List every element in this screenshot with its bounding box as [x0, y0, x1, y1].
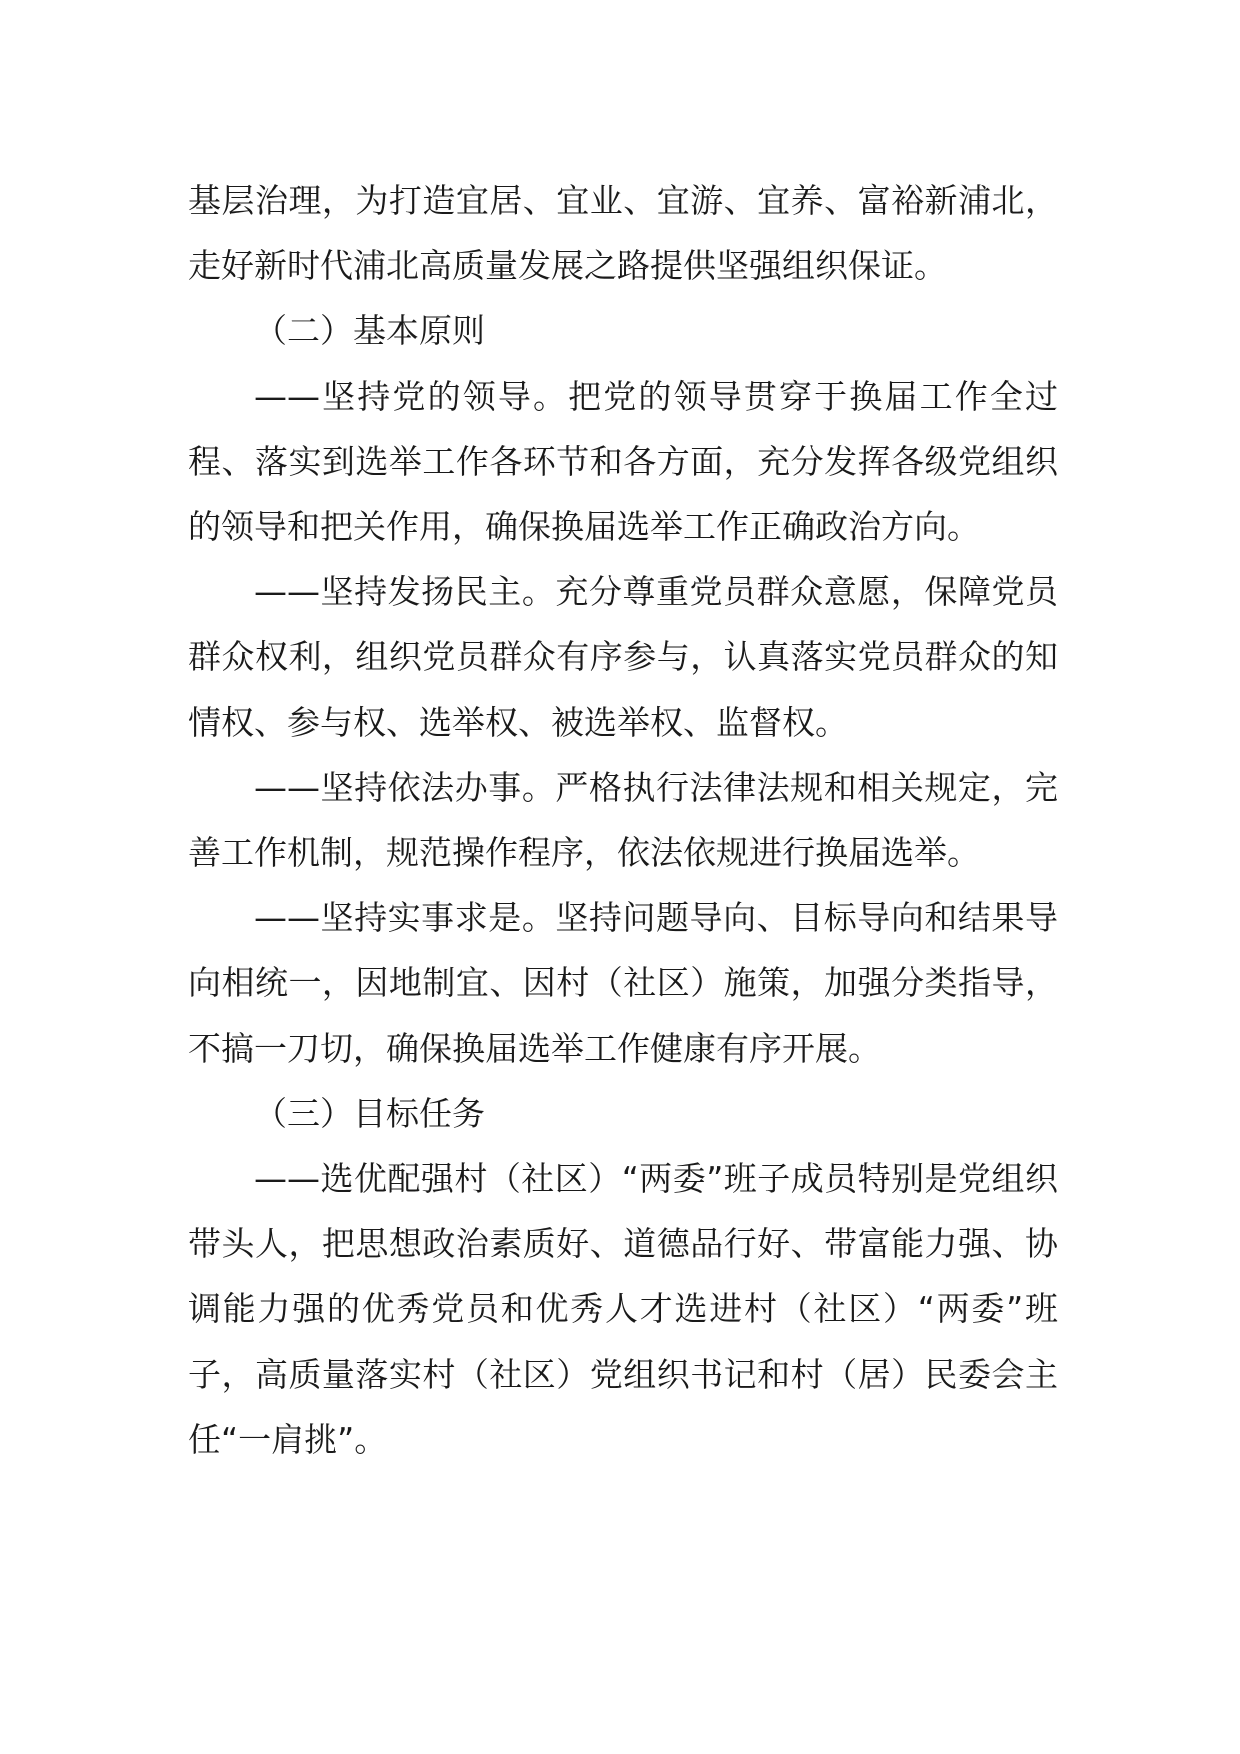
paragraph-promote-democracy: ——坚持发扬民主。充分尊重党员群众意愿，保障党员群众权利，组织党员群众有序参与，认真落实党员群众的知情权、参与权、选举权、被选举权、监督权。: [188, 572, 1058, 742]
paragraph-party-leadership: ——坚持党的领导。把党的领导贯穿于换届工作全过程、落实到选举工作各环节和各方面，充分发挥各级党组织的领导和把关作用，确保换届选举工作正确政治方向。: [188, 376, 1058, 547]
section-heading-basic-principles: （二）基本原则: [254, 311, 485, 351]
document-body: [188, 168, 1058, 1472]
paragraph-rule-of-law: ——坚持依法办事。严格执行法律法规和相关规定，完善工作机制，规范操作程序，依法依规进行换届选举。: [188, 767, 1058, 873]
paragraph-seek-truth: ——坚持实事求是。坚持问题导向、目标导向和结果导向相统一，因地制宜、因村（社区）施策，加强分类指导，不搞一刀切，确保换届选举工作健康有序开展。: [188, 898, 1058, 1068]
section-heading-goals-tasks: （三）目标任务: [254, 1093, 485, 1133]
paragraph-continuation: 基层治理，为打造宜居、宜业、宜游、宜养、富裕新浦北，走好新时代浦北高质量发展之路提供坚强组织保证。: [188, 181, 1058, 286]
paragraph-select-strengthen: ——选优配强村（社区）“两委”班子成员特别是党组织带头人，把思想政治素质好、道德品行好、带富能力强、协调能力强的优秀党员和优秀人才选进村（社区）“两委”班子，高质量落实村（社区）党组织书记和村（居）民委会主任“一肩挑”。: [188, 1159, 1058, 1459]
